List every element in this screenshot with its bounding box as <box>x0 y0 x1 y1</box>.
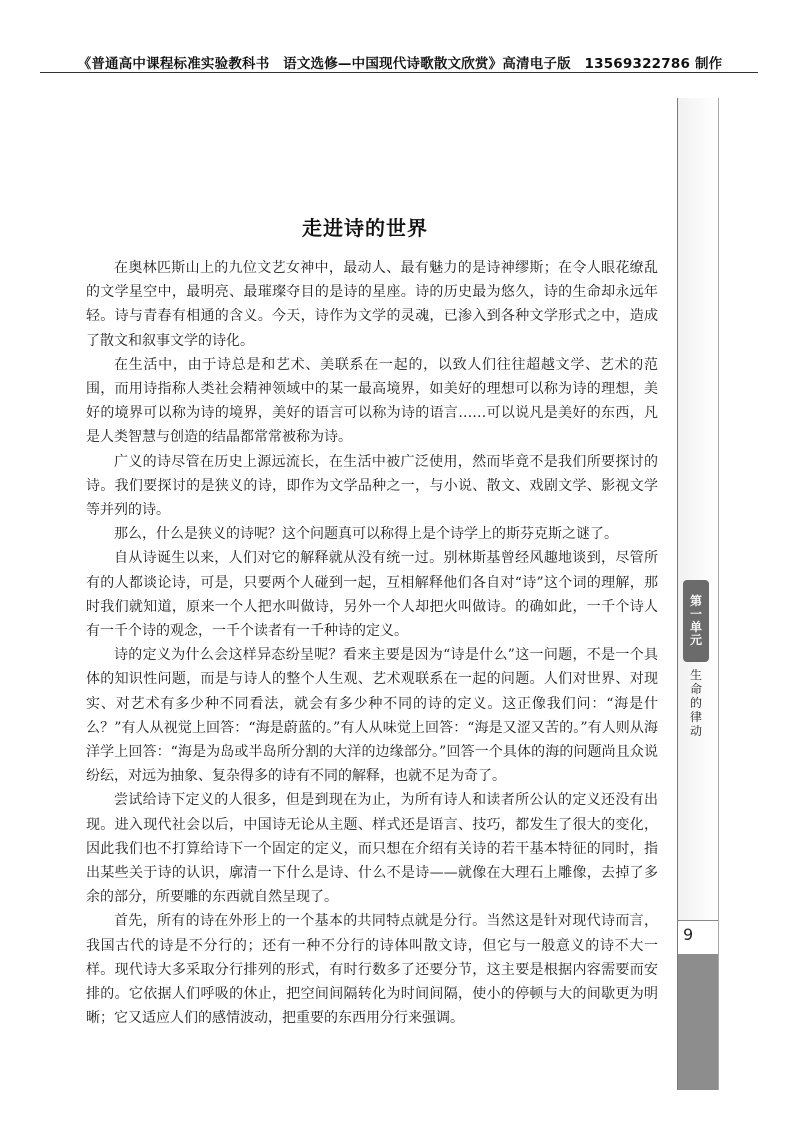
paragraph: 首先，所有的诗在外形上的一个基本的共同特点就是分行。当然这是针对现代诗而言，我国古代的诗是不分行的；还有一种不分行的诗体叫散文诗，但它与一般意义的诗不大一样。现代诗大多采取分行排列的形式，有时行数多了还要分节，这主要是根据内容需要而安排的。它依据人们呼吸的休止，把空间间隔转化为时间间隔，使小的停顿与大的间歇更为明晰；它又适应人们的感情波动，把重要的东西用分行来强调。 <box>86 913 658 1027</box>
sidebar-footer-block <box>678 954 718 1090</box>
unit-subtitle-char: 命 <box>689 682 702 696</box>
unit-char: 单 <box>689 620 702 634</box>
article-title: 走进诗的世界 <box>302 216 428 240</box>
unit-badge <box>683 580 709 662</box>
paragraph: 尝试给诗下定义的人很多，但是到现在为止，为所有诗人和读者所公认的定义还没有出现。进入现代社会以后，中国诗无论从主题、样式还是语言、技巧，都发生了很大的变化，因此我们也不打算给诗下一个固定的定义，而只想在介绍有关诗的若干基本特征的同时，指出某些关于诗的认识，廓清一下什么是诗、什么不是诗——就像在大理石上雕像，去掉了多余的部分，所要雕的东西就自然呈现了。 <box>86 792 658 906</box>
paragraph: 那么，什么是狭义的诗呢？这个问题真可以称得上是个诗学上的斯芬克斯之谜了。 <box>114 526 618 543</box>
unit-char: 元 <box>689 633 702 647</box>
unit-subtitle-char: 的 <box>689 696 702 710</box>
unit-subtitle-char: 动 <box>689 724 702 738</box>
unit-char: 一 <box>689 607 702 621</box>
unit-subtitle-char: 律 <box>689 710 702 724</box>
sidebar-edge <box>718 98 719 1090</box>
paragraph: 广义的诗尽管在历史上源远流长，在生活中被广泛使用，然而毕竟不是我们所要探讨的诗。我们要探讨的是狭义的诗，即作为文学品种之一，与小说、散文、戏剧文学、影视文学等并列的诗。 <box>86 453 658 519</box>
paragraph: 诗的定义为什么会这样异态纷呈呢？看来主要是因为“诗是什么”这一问题，不是一个具体的知识性问题，而是与诗人的整个人生观、艺术观联系在一起的问题。人们对世界、对现实、对艺术有多少种不同看法，就会有多少种不同的诗的定义。这正像我们问：“海是什么？”有人从视觉上回答：“海是蔚蓝的。”有人从味觉上回答：“海是又涩又苦的。”有人则从海洋学上回答：“海是为岛或半岛所分割的大洋的边缘部分。”回答一个具体的海的问题尚且众说纷纭，对远为抽象、复杂得多的诗有不同的解释，也就不足为奇了。 <box>86 647 658 785</box>
article-body <box>86 256 658 1031</box>
book-header: 《普通高中课程标准实验教科书 语文选修—中国现代诗歌散文欣赏》高清电子版 13569322786 制作 <box>77 56 723 72</box>
header-rule <box>40 72 758 73</box>
unit-subtitle-char: 生 <box>689 668 702 682</box>
unit-char: 第 <box>689 594 702 608</box>
unit-subtitle <box>688 668 704 738</box>
paragraph: 自从诗诞生以来，人们对它的解释就从没有统一过。别林斯基曾经风趣地谈到，尽管所有的人都谈论诗，可是，只要两个人碰到一起，互相解释他们各自对“诗”这个词的理解，那时我们就知道，原来一个人把水叫做诗，另外一个人却把火叫做诗。的确如此，一千个诗人有一千个诗的观念，一千个读者有一千种诗的定义。 <box>86 550 658 640</box>
page-number: 9 <box>683 925 694 944</box>
paragraph: 在生活中，由于诗总是和艺术、美联系在一起的，以致人们往往超越文学、艺术的范围，而用诗指称人类社会精神领域中的某一最高境界，如美好的理想可以称为诗的理想，美好的境界可以称为诗的境界，美好的语言可以称为诗的语言……可以说凡是美好的东西，凡是人类智慧与创造的结晶都常常被称为诗。 <box>86 356 658 446</box>
paragraph: 在奥林匹斯山上的九位文艺女神中，最动人、最有魅力的是诗神缪斯；在令人眼花缭乱的文学星空中，最明亮、最璀璨夺目的是诗的星座。诗的历史最为悠久，诗的生命却永远年轻。诗与青春有相通的含义。今天，诗作为文学的灵魂，已渗入到各种文学形式之中，造成了散文和叙事文学的诗化。 <box>86 260 658 349</box>
